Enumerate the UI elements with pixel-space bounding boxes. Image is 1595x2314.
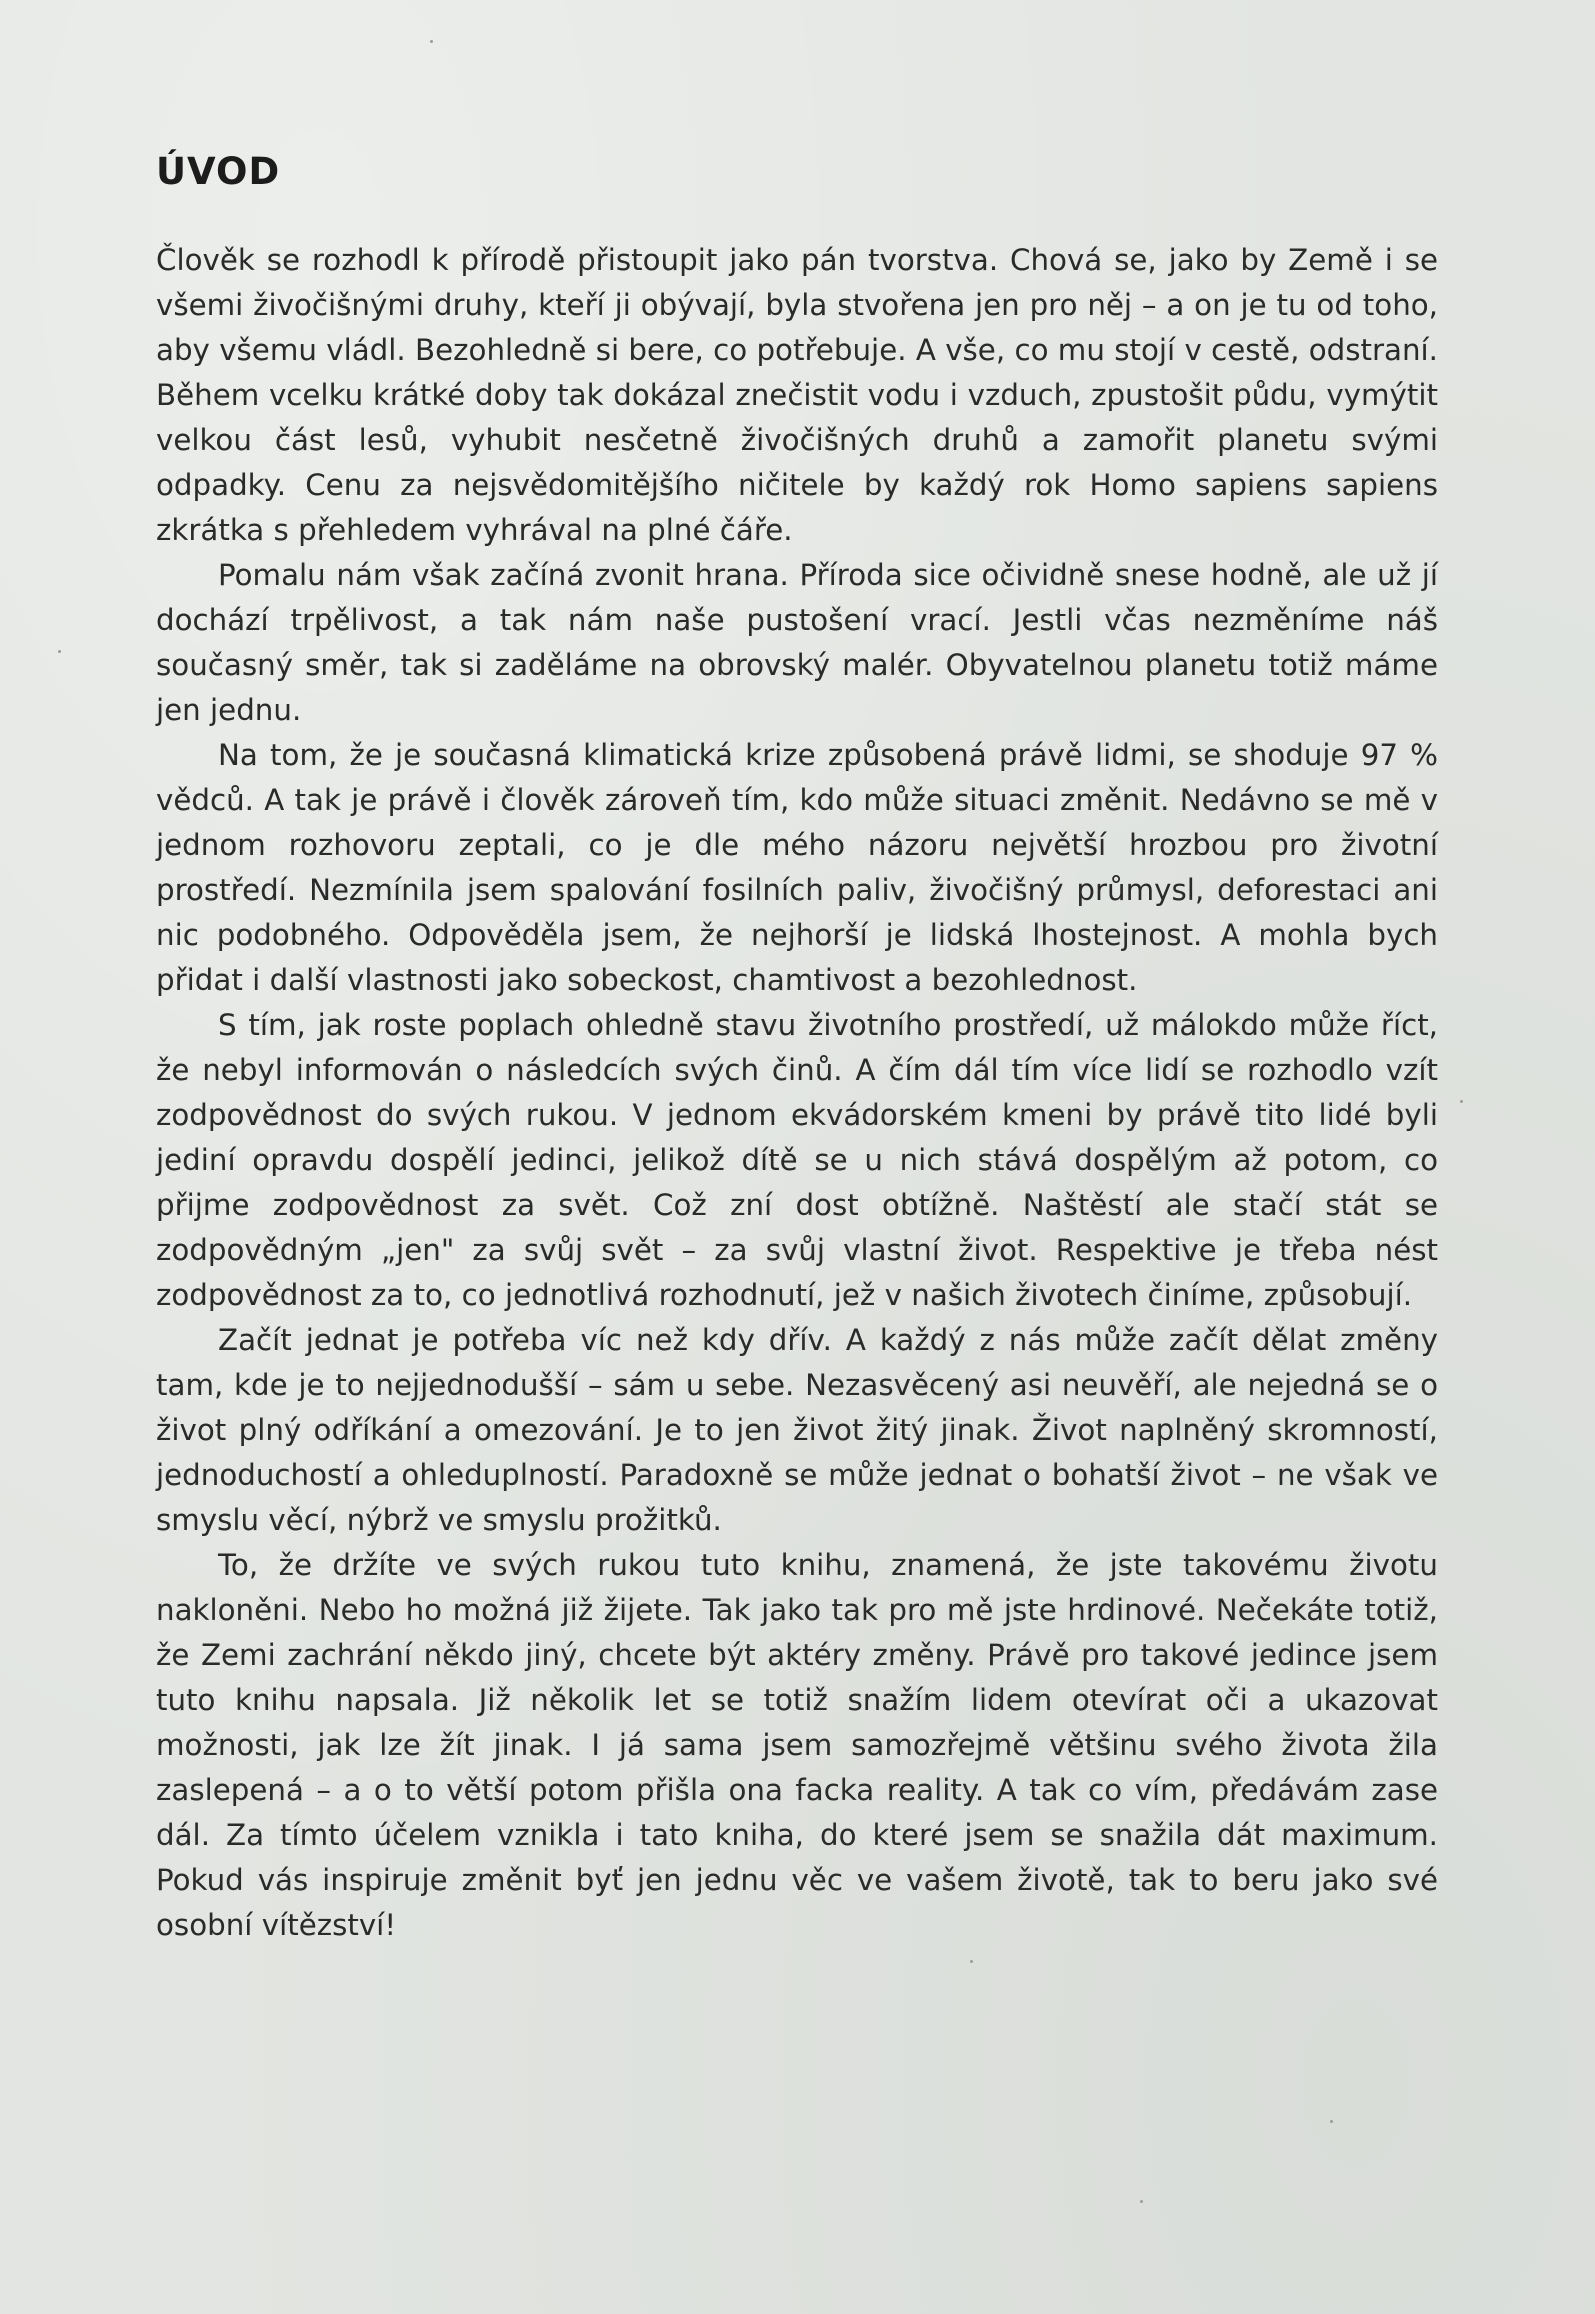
body-text [156, 238, 1438, 1948]
paper-speck [970, 1960, 973, 1963]
chapter-heading: ÚVOD [156, 150, 281, 193]
paper-speck [1460, 1100, 1463, 1103]
paragraph: S tím, jak roste poplach ohledně stavu životního prostředí, už málokdo může říct, že nebyl informován o následcích svých činů. A čím dál tím více lidí se rozhodlo vzít zodpovědnost do svých rukou. V jednom ekvádorském kmeni by právě tito lidé byli jediní opravdu dospělí jedinci, jelikož dítě se u nich stává dospělým až potom, co přijme zodpovědnost za svět. Což zní dost obtížně. Naštěstí ale stačí stát se zodpovědným „jen" za svůj svět – za svůj vlastní život. Respektive je třeba nést zodpovědnost za to, co jednotlivá rozhodnutí, jež v našich životech činíme, způsobují. [156, 1008, 1438, 1312]
paragraph: Člověk se rozhodl k přírodě přistoupit jako pán tvorstva. Chová se, jako by Země i se všemi živočišnými druhy, kteří ji obývají, byla stvořena jen pro něj – a on je tu od toho, aby všemu vládl. Bezohledně si bere, co potřebuje. A vše, co mu stojí v cestě, odstraní. Během vcelku krátké doby tak dokázal znečistit vodu i vzduch, zpustošit půdu, vymýtit velkou část lesů, vyhubit nesčetně živočišných druhů a zamořit planetu svými odpadky. Cenu za nejsvědomitějšího ničitele by každý rok Homo sapiens sapiens zkrátka s přehledem vyhrával na plné čáře. [156, 243, 1438, 547]
paper-speck [1140, 2200, 1143, 2203]
paper-speck [430, 40, 433, 43]
paragraph: Na tom, že je současná klimatická krize způsobená právě lidmi, se shoduje 97 % vědců. A tak je právě i člověk zároveň tím, kdo může situaci změnit. Nedávno se mě v jednom rozhovoru zeptali, co je dle mého názoru největší hrozbou pro životní prostředí. Nezmínila jsem spalování fosilních paliv, živočišný průmysl, deforestaci ani nic podobného. Odpověděla jsem, že nejhorší je lidská lhostejnost. A mohla bych přidat i další vlastnosti jako sobeckost, chamtivost a bezohlednost. [156, 738, 1438, 997]
paragraph: To, že držíte ve svých rukou tuto knihu, znamená, že jste takovému životu nakloněni. Nebo ho možná již žijete. Tak jako tak pro mě jste hrdinové. Nečekáte totiž, že Zemi zachrání někdo jiný, chcete být aktéry změny. Právě pro takové jedince jsem tuto knihu napsala. Již několik let se totiž snažím lidem otevírat oči a ukazovat možnosti, jak lze žít jinak. I já sama jsem samozřejmě většinu svého života žila zaslepená – a o to větší potom přišla ona facka reality. A tak co vím, předávám zase dál. Za tímto účelem vznikla i tato kniha, do které jsem se snažila dát maximum. Pokud vás inspiruje změnit byť jen jednu věc ve vašem životě, tak to beru jako své osobní vítězství! [156, 1548, 1438, 1942]
paper-speck [58, 650, 61, 653]
paragraph: Pomalu nám však začíná zvonit hrana. Příroda sice očividně snese hodně, ale už jí dochází trpělivost, a tak nám naše pustošení vrací. Jestli včas nezměníme náš současný směr, tak si zaděláme na obrovský malér. Obyvatelnou planetu totiž máme jen jednu. [156, 558, 1438, 727]
paper-speck [1330, 2120, 1333, 2123]
paragraph: Začít jednat je potřeba víc než kdy dřív. A každý z nás může začít dělat změny tam, kde je to nejjednodušší – sám u sebe. Nezasvěcený asi neuvěří, ale nejedná se o život plný odříkání a omezování. Je to jen život žitý jinak. Život naplněný skromností, jednoduchostí a ohleduplností. Paradoxně se může jednat o bohatší život – ne však ve smyslu věcí, nýbrž ve smyslu prožitků. [156, 1323, 1438, 1537]
